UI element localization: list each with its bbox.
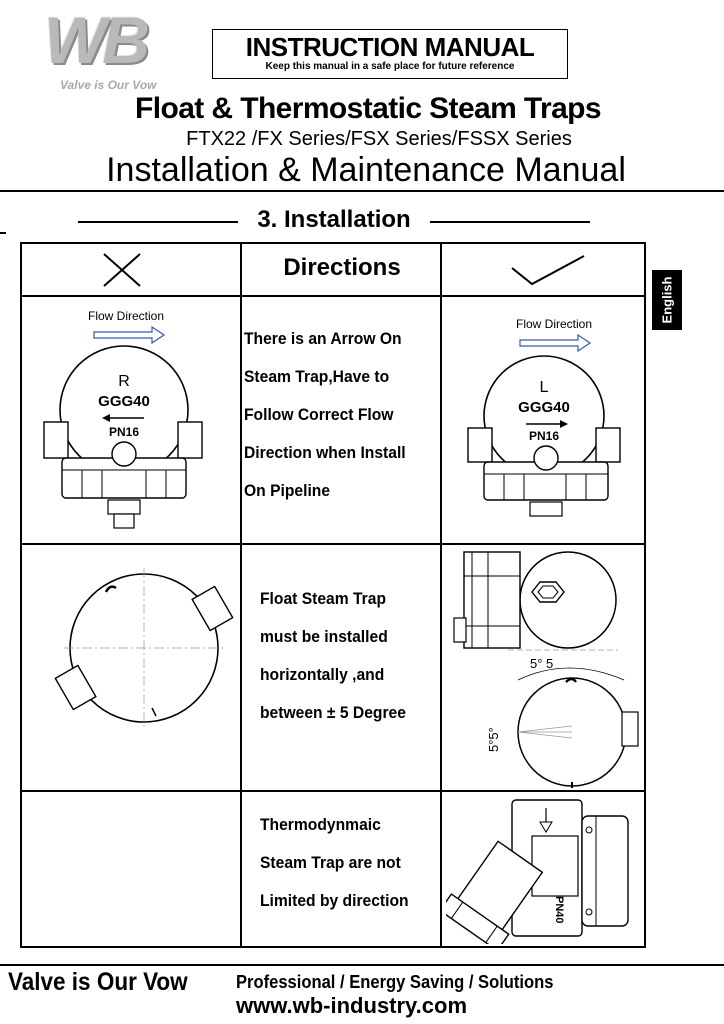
section-heading (78, 206, 590, 236)
document-title: Float & Thermostatic Steam Traps (135, 92, 601, 125)
company-logo (44, 3, 204, 100)
document-subtitle: Installation & Maintenance Manual (106, 151, 626, 189)
instruction-manual-box (212, 29, 568, 79)
flow-direction-label: Flow Direction (88, 309, 165, 323)
text-line: horizontally ,and (260, 665, 385, 684)
logo-tagline: Valve is Our Vow (60, 78, 157, 92)
table-row-divider (22, 543, 644, 545)
row2-instructions (260, 580, 406, 732)
table-col-divider (240, 244, 242, 946)
footer-tagline: Professional / Energy Saving / Solutions (236, 972, 554, 992)
website-url[interactable]: www.wb-industry.com (236, 993, 468, 1018)
correct-check-icon (508, 250, 588, 290)
table-col-divider (440, 244, 442, 946)
text-line: Float Steam Trap (260, 589, 387, 608)
trap-correct-direction-drawing (454, 310, 634, 538)
footer-divider (0, 964, 724, 966)
body-pressure-label: PN16 (528, 429, 560, 443)
installation-table (20, 242, 646, 948)
text-line: There is an Arrow On (244, 329, 402, 348)
table-row-divider (22, 295, 644, 297)
thermodynamic-trap-drawing (446, 796, 642, 944)
trap-tilted-top-view-drawing (48, 564, 238, 744)
trap-wrong-direction-drawing (42, 304, 222, 536)
footer-slogan: Valve is Our Vow (8, 968, 188, 996)
incorrect-cross-icon (100, 250, 144, 290)
text-line: Steam Trap are not (260, 853, 401, 872)
text-line: between ± 5 Degree (260, 703, 406, 722)
body-letter-r: R (118, 373, 130, 390)
directions-header: Directions (283, 254, 401, 281)
flow-arrow-icon (520, 335, 590, 351)
header-divider (0, 190, 724, 192)
text-line: Follow Correct Flow (244, 405, 394, 424)
manual-box-subtitle: Keep this manual in a safe place for future reference (265, 61, 515, 72)
flow-arrow-icon (94, 327, 164, 343)
text-line: Steam Trap,Have to (244, 367, 390, 386)
body-pressure-label: PN40 (553, 896, 565, 924)
trap-horizontal-install-drawing (448, 546, 644, 790)
body-pressure-label: PN16 (108, 425, 140, 439)
section-title: 3. Installation (249, 206, 418, 234)
text-line: Direction when Install (244, 443, 406, 462)
angle-label-top: 5° 5 (530, 656, 554, 671)
manual-box-title: INSTRUCTION MANUAL (245, 32, 535, 62)
body-material-label: GGG40 (98, 393, 150, 410)
logo-mark: WB (44, 3, 146, 77)
body-material-label: GGG40 (518, 399, 570, 416)
margin-mark (0, 232, 6, 234)
table-row-divider (22, 790, 644, 792)
row1-instructions (244, 320, 406, 510)
angle-label-side: 5°5° (486, 727, 501, 752)
text-line: Limited by direction (260, 891, 409, 910)
text-line: On Pipeline (244, 481, 331, 500)
series-line: FTX22 /FX Series/FSX Series/FSSX Series (186, 128, 572, 150)
language-tab-label: English (659, 276, 675, 324)
text-line: Thermodynmaic (260, 815, 381, 834)
body-letter-l: L (539, 379, 549, 396)
text-line: must be installed (260, 627, 388, 646)
flow-direction-label: Flow Direction (516, 317, 593, 331)
language-tab (652, 270, 682, 330)
row3-instructions (260, 806, 409, 920)
